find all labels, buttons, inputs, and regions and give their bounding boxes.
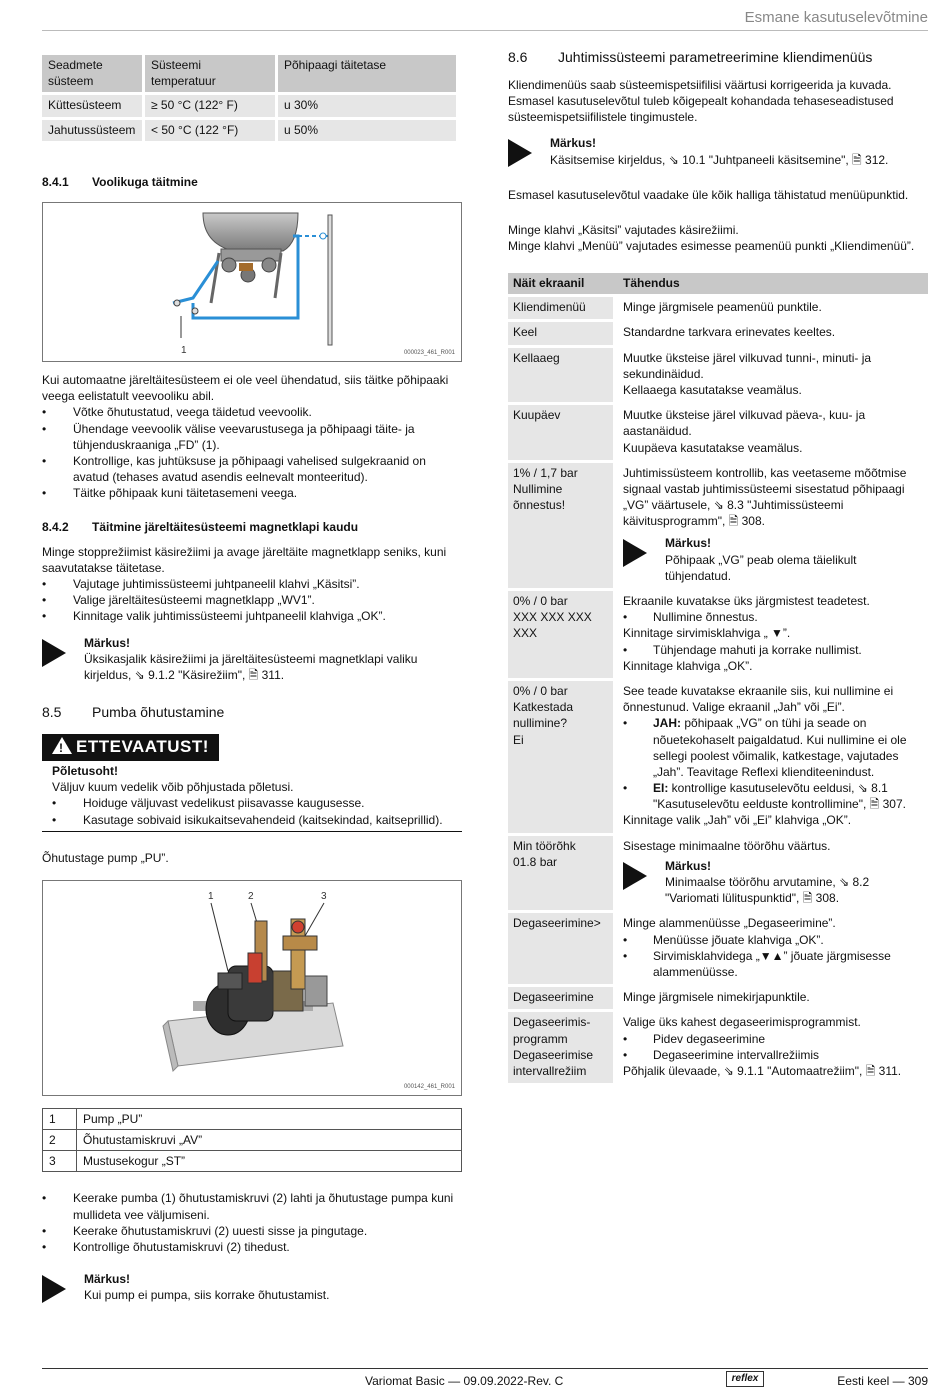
- paragraph: Esmasel kasutuselevõtul vaadake üle kõik halliga tähistatud menüüpunktid.: [508, 188, 909, 203]
- note-arrow-icon: [508, 139, 532, 167]
- note-text: Kui pump ei pumpa, siis korrake õhutustamist.: [84, 1288, 330, 1303]
- cell-text: Sisestage minimaalne töörõhu väärtus.: [623, 838, 831, 853]
- section-heading-8-4-1: [42, 174, 462, 190]
- table-cell: Degaseerimine>: [508, 913, 613, 984]
- table-cell: 2: [43, 1130, 77, 1151]
- table-cell: Mustusekogur „ST”: [77, 1151, 462, 1172]
- list-item: • Kinnitage valik juhtimissüsteemi juhtpaneelil klahviga „OK”.: [42, 608, 462, 624]
- pump-figure: [42, 880, 462, 1096]
- footer-page: Eesti keel — 309: [837, 1374, 928, 1388]
- caution-bullets: [52, 795, 462, 827]
- table-cell: Keel: [508, 322, 613, 344]
- table-header-row: [42, 55, 456, 92]
- note-arrow-icon: [623, 862, 647, 890]
- list-item: • Keerake pumba (1) õhutustamiskruvi (2) lahti ja õhutustage pumpa kuni mullideta vee väljumiseni.: [42, 1190, 462, 1222]
- section-number: 8.6: [508, 49, 528, 65]
- table-cell: [613, 348, 928, 403]
- table-row: [508, 591, 928, 678]
- table-header-cell: Seadmete süsteem: [42, 55, 142, 92]
- caution-label-text: ETTEVAATUST!: [76, 737, 209, 757]
- list-item: • Võtke õhutustatud, veega täidetud veevoolik.: [42, 404, 462, 420]
- table-row: [508, 1012, 928, 1083]
- hose-filling-figure: [42, 202, 462, 362]
- list-item: • Menüüsse jõuate klahviga „OK”.: [623, 932, 923, 948]
- note-title: Märkus!: [665, 858, 712, 873]
- cell-text: Degaseerimis-programm: [513, 1015, 591, 1046]
- cell-text: Nullimine õnnestus!: [513, 481, 566, 513]
- paragraph: Minge klahvi „Käsitsi” vajutades käsirežiimi.: [508, 222, 739, 237]
- table-cell: Küttesüsteem: [42, 95, 142, 116]
- section-number: 8.5: [42, 704, 62, 721]
- note-title: Märkus!: [550, 136, 597, 151]
- caution-label: [42, 734, 219, 761]
- list-item: • Hoiduge väljuvast vedelikust piisavasse kaugusesse.: [52, 795, 462, 811]
- list-item: • Vajutage juhtimissüsteemi juhtpaneelil klahvi „Käsitsi”.: [42, 576, 462, 592]
- list-item: • Ühendage veevoolik välise veevarustusega ja põhipaagi täite- ja tühjenduskraaniga „FD” (1).: [42, 421, 462, 453]
- note-box: [623, 535, 923, 584]
- cell-text: põhipaak „VG” on tühi ja seade on nõuetekohaselt paigaldatud. Kui nullimine ei ole sellegi poolest võimalik, katkestage, vajutades „Jah”. Teavitage Reflexi klienditeenindust.: [653, 716, 907, 779]
- section-title: Täitmine järeltäitesüsteemi magnetklapi kaudu: [92, 520, 359, 535]
- table-cell: [613, 591, 928, 678]
- caution-box: [42, 734, 462, 832]
- cell-text: Kellaaega kasutatakse veamälus.: [623, 382, 802, 397]
- footer-divider: [42, 1368, 928, 1369]
- note-box: [42, 1271, 462, 1305]
- note-text: Käsitsemise kirjeldus, ⇘ 10.1 "Juhtpaneeli käsitsemine", 🗎 312.: [550, 152, 889, 167]
- paragraph: Minge stopprežiimist käsirežiimi ja avage järeltäite magnetklapp seniks, kuni saavutatakse täitetase.: [42, 544, 447, 575]
- table-cell: Degaseerimine: [508, 987, 613, 1009]
- cell-text: Ekraanile kuvatakse üks järgmistest teadetest.: [623, 594, 870, 609]
- header-divider: [42, 30, 928, 31]
- figure-callout-2: 2: [248, 890, 254, 902]
- table-row: [508, 681, 928, 833]
- cell-text: See teade kuvatakse ekraanile siis, kui nullimine ei õnnestunud. Valige ekraanil „Jah” või „Ei”.: [623, 683, 894, 715]
- warning-triangle-icon: [52, 737, 72, 754]
- table-row: [508, 913, 928, 984]
- cell-text: Muutke üksteise järel vilkuvad päeva-, kuu- ja aastanäidud.: [623, 408, 866, 439]
- section-heading-8-6: [508, 48, 928, 67]
- table-row: [508, 463, 928, 588]
- note-text: Põhipaak „VG” peab olema täielikult tühjendatud.: [665, 552, 857, 583]
- paragraph: Minge klahvi „Menüü” vajutades esimesse peamenüü punkti „Kliendimenüü”.: [508, 238, 915, 253]
- table-cell: Pump „PU”: [77, 1108, 462, 1129]
- cell-text: Min töörõhk: [513, 838, 576, 853]
- table-row: [508, 405, 928, 460]
- cell-text: Kinnitage sirvimisklahviga „ ▼”.: [623, 626, 791, 641]
- table-cell: [508, 591, 613, 678]
- right-column: [508, 48, 928, 1086]
- cell-text: 01.8 bar: [513, 854, 558, 869]
- note-title: Märkus!: [84, 1272, 131, 1287]
- table-cell: Kuupäev: [508, 405, 613, 460]
- table-row: [43, 1108, 462, 1129]
- list-item: • Kontrollige, kas juhtüksuse ja põhipaagi vahelised sulgekraanid on avatud (tehases avatud asendis eelnevalt monteeritud).: [42, 453, 462, 485]
- table-row: [508, 836, 928, 911]
- footer-document: Variomat Basic — 09.09.2022-Rev. C: [365, 1374, 564, 1388]
- list-item: [623, 715, 923, 780]
- note-arrow-icon: [42, 1275, 66, 1303]
- table-header-cell: Põhipaagi täitetase: [278, 55, 456, 92]
- customer-menu-table: [508, 270, 928, 1086]
- table-cell: ≥ 50 °C (122° F): [145, 95, 275, 116]
- figure-callout-1: 1: [181, 344, 187, 356]
- table-cell: 1: [43, 1108, 77, 1129]
- section-title: Pumba õhutustamine: [92, 704, 225, 721]
- caution-title: Põletusoht!: [52, 763, 118, 778]
- cell-text: Ei: [513, 732, 524, 747]
- table-cell: [508, 681, 613, 833]
- note-arrow-icon: [623, 539, 647, 567]
- section-number: 8.4.1: [42, 174, 69, 189]
- cell-text: Kinnitage valik „Jah” või „Ei” klahviga „OK”.: [623, 813, 852, 828]
- list-item: • Degaseerimine intervallrežiimis: [623, 1047, 923, 1063]
- table-cell: [613, 463, 928, 588]
- table-cell: Minge järgmisele peamenüü punktile.: [623, 300, 822, 315]
- table-cell: u 50%: [278, 120, 456, 141]
- note-text: Üksikasjalik käsirežiimi ja järeltäitesüsteemi magnetklapi valiku kirjeldus, ⇘ 9.1.2 "Käsirežiim", 🗎 311.: [84, 651, 418, 682]
- table-cell: [613, 1012, 928, 1083]
- note-title: Märkus!: [84, 635, 131, 650]
- list-item: [623, 780, 923, 812]
- table-row: [42, 120, 456, 141]
- figure-code: 000142_461_R001: [403, 1083, 455, 1090]
- cell-text: Minge alammenüüsse „Degaseerimine”.: [623, 916, 836, 931]
- list-item: • Nullimine õnnestus.: [623, 609, 923, 625]
- table-cell: Standardne tarkvara erinevates keeltes.: [623, 325, 836, 340]
- note-box: [623, 858, 923, 907]
- table-row: [508, 322, 928, 344]
- table-cell: [613, 405, 928, 460]
- section-number: 8.4.2: [42, 520, 69, 535]
- table-row: [508, 348, 928, 403]
- paragraph: Kliendimenüüs saab süsteemispetsiifilisi väärtusi korrigeerida ja kuvada. Esmasel kasutuselevõtul tuleb kõigepealt kohandada tehaseseadistused süsteemispetsiifilistele tingimustele.: [508, 77, 894, 125]
- pump-legend-table: [42, 1108, 462, 1173]
- list-item: • Tühjendage mahuti ja korrake nullimist.: [623, 642, 923, 658]
- table-cell: [613, 836, 928, 911]
- reflex-logo: reflex: [726, 1371, 764, 1387]
- fill-level-table: [39, 52, 459, 144]
- table-cell: u 30%: [278, 95, 456, 116]
- table-header-cell: Süsteemi temperatuur: [145, 55, 275, 92]
- table-row: [508, 297, 928, 319]
- figure-code: 000023_461_R001: [403, 349, 455, 356]
- table-cell: [613, 913, 928, 984]
- cell-text: Kuupäeva kasutatakse veamälus.: [623, 440, 803, 455]
- cell-text: Põhjalik ülevaade, ⇘ 9.1.1 "Automaatrežiim", 🗎 311.: [623, 1063, 902, 1078]
- hose-filling-illustration: [43, 203, 461, 361]
- table-cell: [508, 836, 613, 911]
- section-heading-8-5: [42, 703, 462, 722]
- note-arrow-icon: [42, 639, 66, 667]
- bullet-list: [42, 1190, 462, 1255]
- section-title: Voolikuga täitmine: [92, 174, 198, 189]
- table-row: [42, 95, 456, 116]
- table-cell: Kellaaeg: [508, 348, 613, 403]
- cell-text: kontrollige kasutuselevõtu eeldusi, ⇘ 8.1 "Kasutuselevõtu eelduste kontrollimine", 🗎 307.: [653, 781, 906, 812]
- table-cell: Kliendimenüü: [508, 297, 613, 319]
- note-title: Märkus!: [665, 536, 712, 551]
- table-row: [43, 1130, 462, 1151]
- list-item: • Sirvimisklahvidega „▼▲” jõuate järgmisesse alammenüüsse.: [623, 948, 923, 980]
- figure-callout-1: 1: [208, 890, 214, 902]
- table-row: [508, 987, 928, 1009]
- table-cell: 3: [43, 1151, 77, 1172]
- bullet-list: [42, 576, 462, 625]
- table-cell: Minge järgmisele nimekirjapunktile.: [623, 990, 810, 1005]
- table-cell: Õhutustamiskruvi „AV”: [77, 1130, 462, 1151]
- note-text: Minimaalse töörõhu arvutamine, ⇘ 8.2 "Variomati lülituspunktid", 🗎 308.: [665, 875, 870, 906]
- cell-text: 0% / 0 bar: [513, 594, 568, 609]
- paragraph: Kui automaatne järeltäitesüsteem ei ole veel ühendatud, siis täitke põhipaaki veega eelistatult veevooliku abil.: [42, 372, 449, 404]
- page-header-title: Esmane kasutuselevõtmine: [744, 9, 928, 26]
- note-box: [508, 135, 928, 169]
- list-item: • Kontrollige õhutustamiskruvi (2) tihedust.: [42, 1239, 462, 1255]
- bold-label: EI:: [653, 781, 669, 796]
- bold-label: JAH:: [653, 716, 682, 731]
- caution-text: Väljuv kuum vedelik võib põhjustada põletusi.: [52, 780, 294, 795]
- list-item: • Valige järeltäitesüsteemi magnetklapp „WV1”.: [42, 592, 462, 608]
- list-item: • Pidev degaseerimine: [623, 1031, 923, 1047]
- bullet-list: [42, 404, 462, 501]
- cell-text: Katkestada nullimine?: [513, 700, 574, 731]
- table-cell: [508, 1012, 613, 1083]
- table-header-row: [508, 273, 928, 294]
- cell-text: Degaseerimise intervallrežiim: [513, 1047, 594, 1078]
- list-item: • Kasutage sobivaid isikukaitsevahendeid (kaitsekindad, kaitseprillid).: [52, 812, 462, 828]
- section-heading-8-4-2: [42, 519, 462, 535]
- table-header-cell: Tähendus: [613, 273, 928, 294]
- cell-text: Kinnitage klahviga „OK”.: [623, 658, 753, 673]
- note-box: [42, 635, 462, 684]
- table-cell: < 50 °C (122 °F): [145, 120, 275, 141]
- table-row: [43, 1151, 462, 1172]
- list-item: • Täitke põhipaak kuni täitetasemeni veega.: [42, 485, 462, 501]
- cell-text: Muutke üksteise järel vilkuvad tunni-, minuti- ja sekundinäidud.: [623, 350, 872, 381]
- list-item: • Keerake õhutustamiskruvi (2) uuesti sisse ja pingutage.: [42, 1223, 462, 1239]
- cell-text: XXX XXX XXX XXX: [513, 610, 592, 641]
- cell-text: Juhtimissüsteem kontrollib, kas veetaseme mõõtmise signaal vastab juhtimissüsteemi sisestatud põhipaagi „VG” väärtusele, ⇘ 8.3 "Juhtimissüsteemi käivitusprogramm", 🗎 308.: [623, 465, 907, 529]
- section-title: Juhtimissüsteemi parametreerimine kliendimenüüs: [558, 49, 873, 65]
- cell-text: 1% / 1,7 bar: [513, 465, 578, 480]
- table-cell: [508, 463, 613, 588]
- cell-text: Valige üks kahest degaseerimisprogrammist.: [623, 1015, 861, 1030]
- table-cell: Jahutussüsteem: [42, 120, 142, 141]
- table-header-cell: Näit ekraanil: [508, 273, 613, 294]
- left-column: [42, 52, 462, 1305]
- pump-illustration: [43, 881, 461, 1095]
- figure-callout-3: 3: [321, 890, 327, 902]
- paragraph: Õhutustage pump „PU”.: [42, 850, 169, 865]
- cell-text: 0% / 0 bar: [513, 683, 568, 698]
- table-cell: [613, 681, 928, 833]
